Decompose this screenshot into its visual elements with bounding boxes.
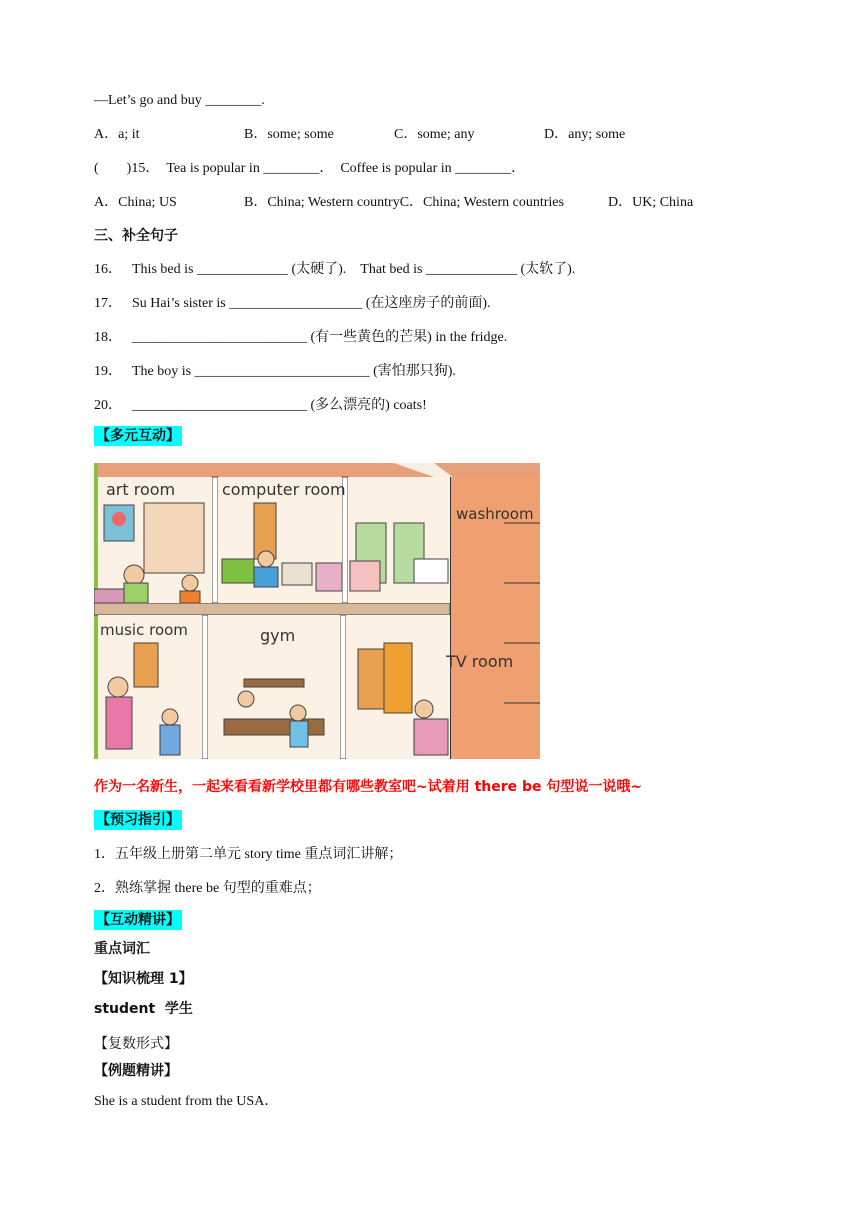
red-prompt: 作为一名新生，一起来看看新学校里都有哪些教室吧~试着用 there be 句型说一说哦~ — [94, 779, 643, 795]
tag-preview: 【预习指引】 — [96, 812, 180, 828]
tag-interaction: 【多元互动】 — [96, 428, 180, 444]
sentence-number: 20． — [94, 398, 122, 413]
label-washroom: washroom — [456, 505, 534, 523]
plural-form-heading: 【复数形式】 — [94, 1036, 178, 1052]
knowledge-heading: 【知识梳理 1】 — [94, 971, 193, 987]
sentence-17: Su Hai’s sister is ___________________ (在这座房子的前面). — [132, 296, 491, 311]
label-art-room: art room — [106, 480, 176, 499]
sentence-number: 19． — [94, 364, 122, 379]
question-14-tail: —Let’s go and buy ________. — [94, 93, 265, 108]
question-15: ( )15． Tea is popular in ________． Coffee is popular in ________． — [94, 161, 526, 176]
vocab-word: student 学生 — [94, 1001, 193, 1017]
example-sentence: She is a student from the USA． — [94, 1094, 279, 1109]
label-music-room: music room — [100, 621, 188, 639]
q14-option-a: A．a; it — [94, 127, 140, 142]
sentence-18: _________________________ (有一些黄色的芒果) in the fridge. — [132, 330, 508, 345]
key-vocab-heading: 重点词汇 — [94, 941, 150, 957]
school-rooms-illustration — [94, 463, 540, 759]
q15-option-a: A．China; US — [94, 195, 177, 210]
sentence-19: The boy is _________________________ (害怕那只狗). — [132, 364, 456, 379]
sentence-number: 17． — [94, 296, 122, 311]
q15-option-d: D．UK; China — [608, 195, 694, 210]
label-computer-room: computer room — [222, 480, 346, 499]
q14-option-b: B．some; some — [244, 127, 334, 142]
q15-option-bc: B．China; Western countryC．China; Western countries — [244, 195, 564, 210]
q14-option-d: D．any; some — [544, 127, 626, 142]
tag-lecture: 【互动精讲】 — [96, 912, 180, 928]
example-heading: 【例题精讲】 — [94, 1063, 178, 1079]
sentence-number: 18． — [94, 330, 122, 345]
preview-item-2: 2．熟练掌握 there be 句型的重难点； — [94, 881, 321, 896]
preview-item-1: 1．五年级上册第二单元 story time 重点词汇讲解； — [94, 847, 403, 862]
sentence-16: This bed is _____________ (太硬了). That bed is _____________ (太软了). — [132, 262, 576, 277]
sentence-20: _________________________ (多么漂亮的) coats! — [132, 398, 427, 413]
section-3-title: 三、补全句子 — [94, 228, 178, 244]
sentence-number: 16． — [94, 262, 122, 277]
label-tv-room: TV room — [446, 652, 514, 671]
q14-option-c: C．some; any — [394, 127, 475, 142]
label-gym: gym — [260, 626, 296, 645]
